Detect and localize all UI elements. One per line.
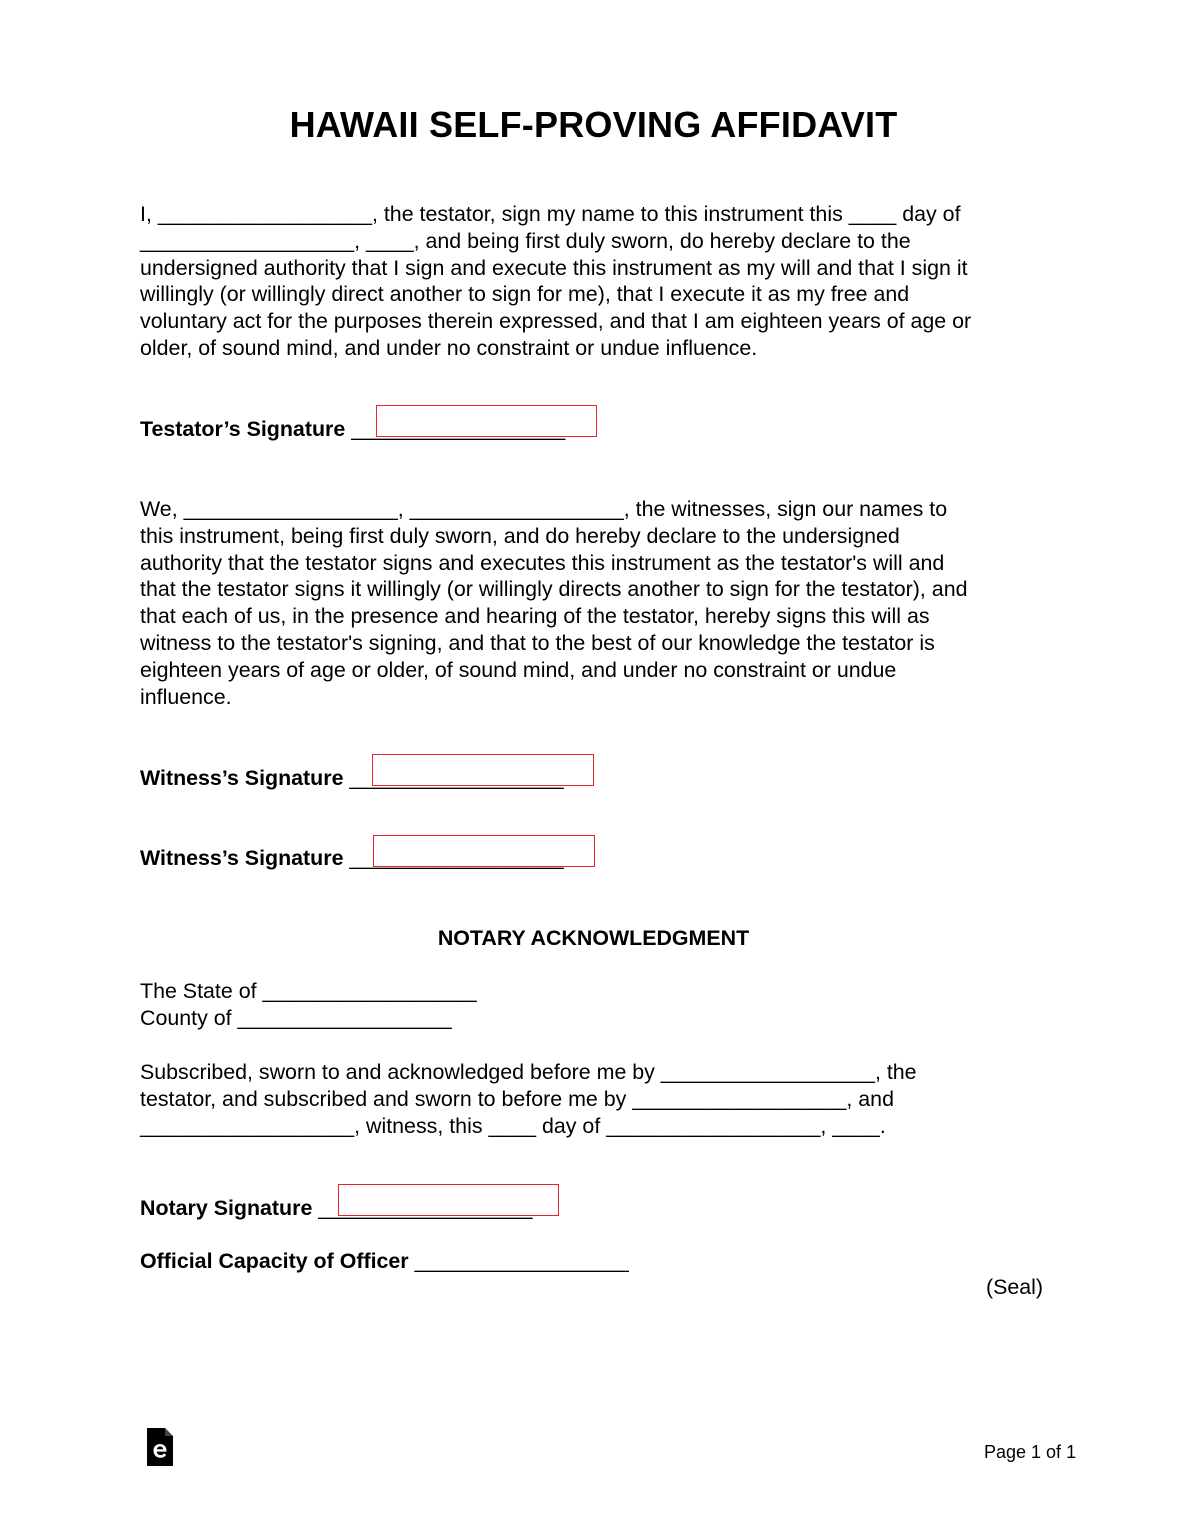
testator-signature-field[interactable] [376,405,597,437]
eforms-logo-icon [147,1428,173,1466]
notary-heading: NOTARY ACKNOWLEDGMENT [437,926,750,950]
witness-signature-label: Witness’s Signature [140,766,344,790]
witness-signature-label: Witness’s Signature [140,846,344,870]
notary-signature-label: Notary Signature [140,1196,313,1220]
testator-paragraph [140,201,1070,362]
official-capacity-label: Official Capacity of Officer [140,1249,409,1273]
paragraph-line: __________________, witness, this ____ day of __________________, ____. [140,1113,886,1138]
testator-signature-label: Testator’s Signature [140,417,346,441]
paragraph-line: We, __________________, __________________, the witnesses, sign our names to [140,497,948,521]
signature-blank: __________________ [343,766,564,790]
paragraph-line: witness to the testator's signing, and that to the best of our knowledge the testator is [140,630,935,655]
seal-label: (Seal) [986,1275,1044,1299]
paragraph-line: that the testator signs it willingly (or willingly directs another to sign for the testator), and [140,577,968,602]
venue-block [140,978,1070,1032]
document-title: HAWAII SELF-PROVING AFFIDAVIT [289,104,898,145]
signature-blank: __________________ [343,846,564,870]
paragraph-line: that each of us, in the presence and hearing of the testator, hereby signs this will as [140,604,930,629]
paragraph-line: voluntary act for the purposes therein expressed, and that I am eighteen years of age or [140,309,972,334]
paragraph-line: this instrument, being first duly sworn, and do hereby declare to the undersigned [140,523,900,548]
paragraph-line: I, __________________, the testator, sign my name to this instrument this ____ day of [140,202,961,226]
county-line: County of __________________ [140,1005,452,1030]
paragraph-line: Subscribed, sworn to and acknowledged before me by __________________, the [140,1060,917,1084]
official-capacity-line [140,1248,629,1274]
paragraph-line: influence. [140,684,232,709]
witness-signature-field-1[interactable] [372,754,594,786]
official-capacity-blank: __________________ [408,1249,629,1273]
paragraph-line: testator, and subscribed and sworn to before me by __________________, and [140,1086,894,1111]
paragraph-line: __________________, ____, and being first duly sworn, do hereby declare to the [140,228,911,253]
notary-paragraph [140,1059,1070,1139]
paragraph-line: eighteen years of age or older, of sound mind, and under no constraint or undue [140,657,897,682]
state-line: The State of __________________ [140,979,477,1003]
witness-paragraph [140,496,1070,710]
page-number: Page 1 of 1 [984,1442,1077,1462]
signature-blank: __________________ [345,417,566,441]
paragraph-line: undersigned authority that I sign and execute this instrument as my will and that I sign it [140,255,968,280]
paragraph-line: older, of sound mind, and under no constraint or undue influence. [140,335,758,360]
paragraph-line: authority that the testator signs and executes this instrument as the testator's will and [140,550,945,575]
signature-blank: __________________ [312,1196,533,1220]
notary-signature-field[interactable] [338,1184,559,1216]
witness-signature-field-2[interactable] [373,835,595,867]
paragraph-line: willingly (or willingly direct another to sign for me), that I execute it as my free and [140,282,910,307]
